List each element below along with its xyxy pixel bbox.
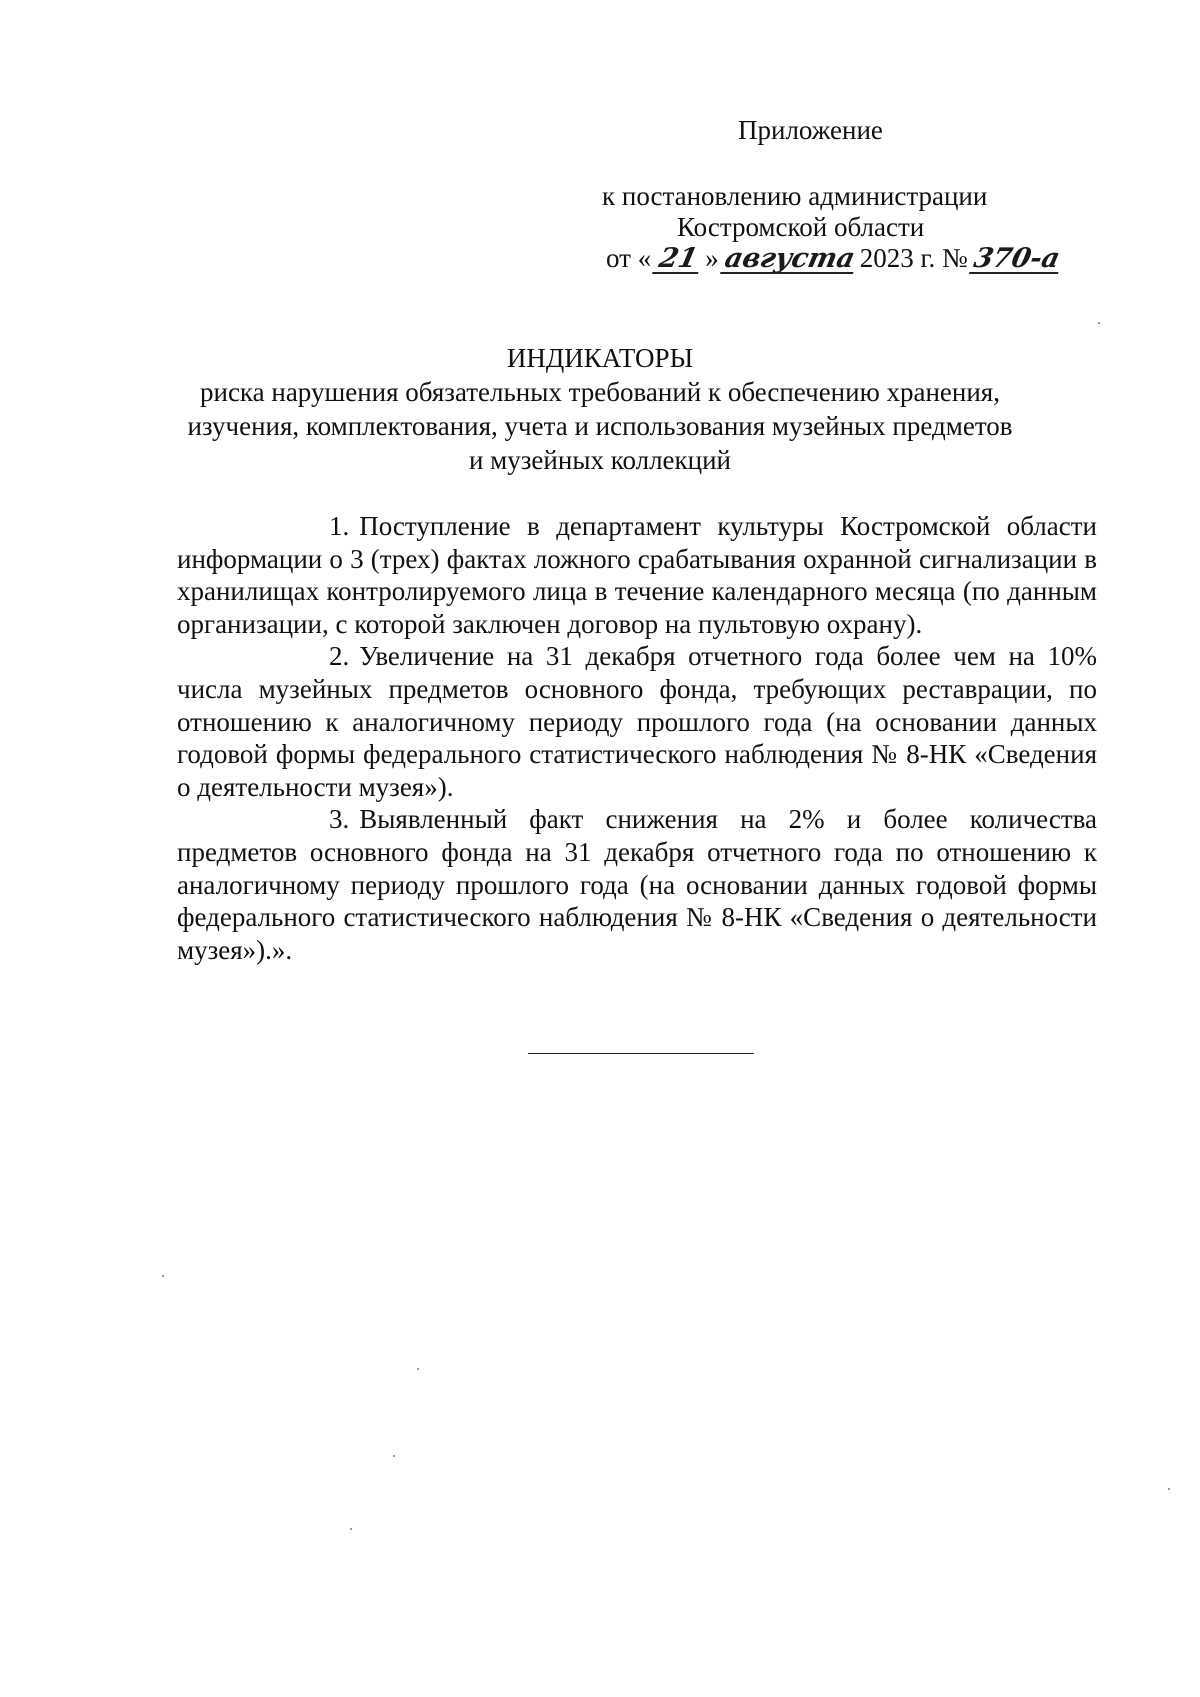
- document-title: ИНДИКАТОРЫ: [506, 343, 694, 373]
- scan-speck: [1168, 1488, 1170, 1490]
- scan-speck: [393, 1455, 395, 1457]
- document-subtitle-line-2: изучения, комплектования, учета и использования музейных предметов: [187, 411, 1013, 441]
- indicator-text: Увеличение на 31 декабря отчетного года более чем на 10% числа музейных предметов основного фонда, требующих реставрации, по отношению к аналогичному периоду прошлого года (на основании данных годовой формы федерального статистического наблюдения № 8-НК «Сведения о деятельности музея»).: [177, 641, 1097, 802]
- handwritten-doc-number: 370-а: [970, 243, 1063, 274]
- appendix-line-2: Костромской области: [677, 212, 925, 242]
- closing-rule: [528, 1053, 754, 1054]
- date-prefix: от «: [606, 243, 652, 273]
- indicator-text: Поступление в департамент культуры Костромской области информации о 3 (трех) фактах ложного срабатывания охранной сигнализации в хранилищах контролируемого лица в течение календарного месяца (по данным организации, с которой заключен договор на пультовую охрану).: [177, 511, 1097, 639]
- indicator-item-1: [177, 510, 1097, 640]
- scan-speck: [1098, 322, 1100, 324]
- scan-speck: [417, 1368, 419, 1370]
- appendix-title: Приложение: [738, 115, 883, 145]
- indicator-text: Выявленный факт снижения на 2% и более количества предметов основного фонда на 31 декабря отчетного года по отношению к аналогичному периоду прошлого года (на основании данных годовой формы федерального статистического наблюдения № 8-НК «Сведения о деятельности музея»).».: [177, 804, 1097, 965]
- handwritten-month: августа: [721, 243, 858, 274]
- indicator-number: 2.: [329, 641, 350, 672]
- date-year: 2023 г. №: [859, 243, 968, 273]
- scan-speck: [162, 1275, 164, 1277]
- handwritten-day: 21: [652, 246, 704, 274]
- document-subtitle-line-3: и музейных коллекций: [468, 445, 731, 475]
- indicator-number: 1.: [329, 511, 350, 541]
- indicator-item-3: [177, 803, 1097, 966]
- scan-speck: [350, 1528, 352, 1530]
- indicator-number: 3.: [329, 804, 350, 835]
- document-subtitle-line-1: риска нарушения обязательных требований к обеспечению хранения,: [200, 377, 1000, 407]
- date-mid: »: [705, 243, 719, 273]
- indicator-list: [177, 510, 1097, 966]
- appendix-line-1: к постановлению администрации: [602, 181, 988, 211]
- document-date-line: [606, 242, 1061, 274]
- indicator-item-2: [177, 640, 1097, 803]
